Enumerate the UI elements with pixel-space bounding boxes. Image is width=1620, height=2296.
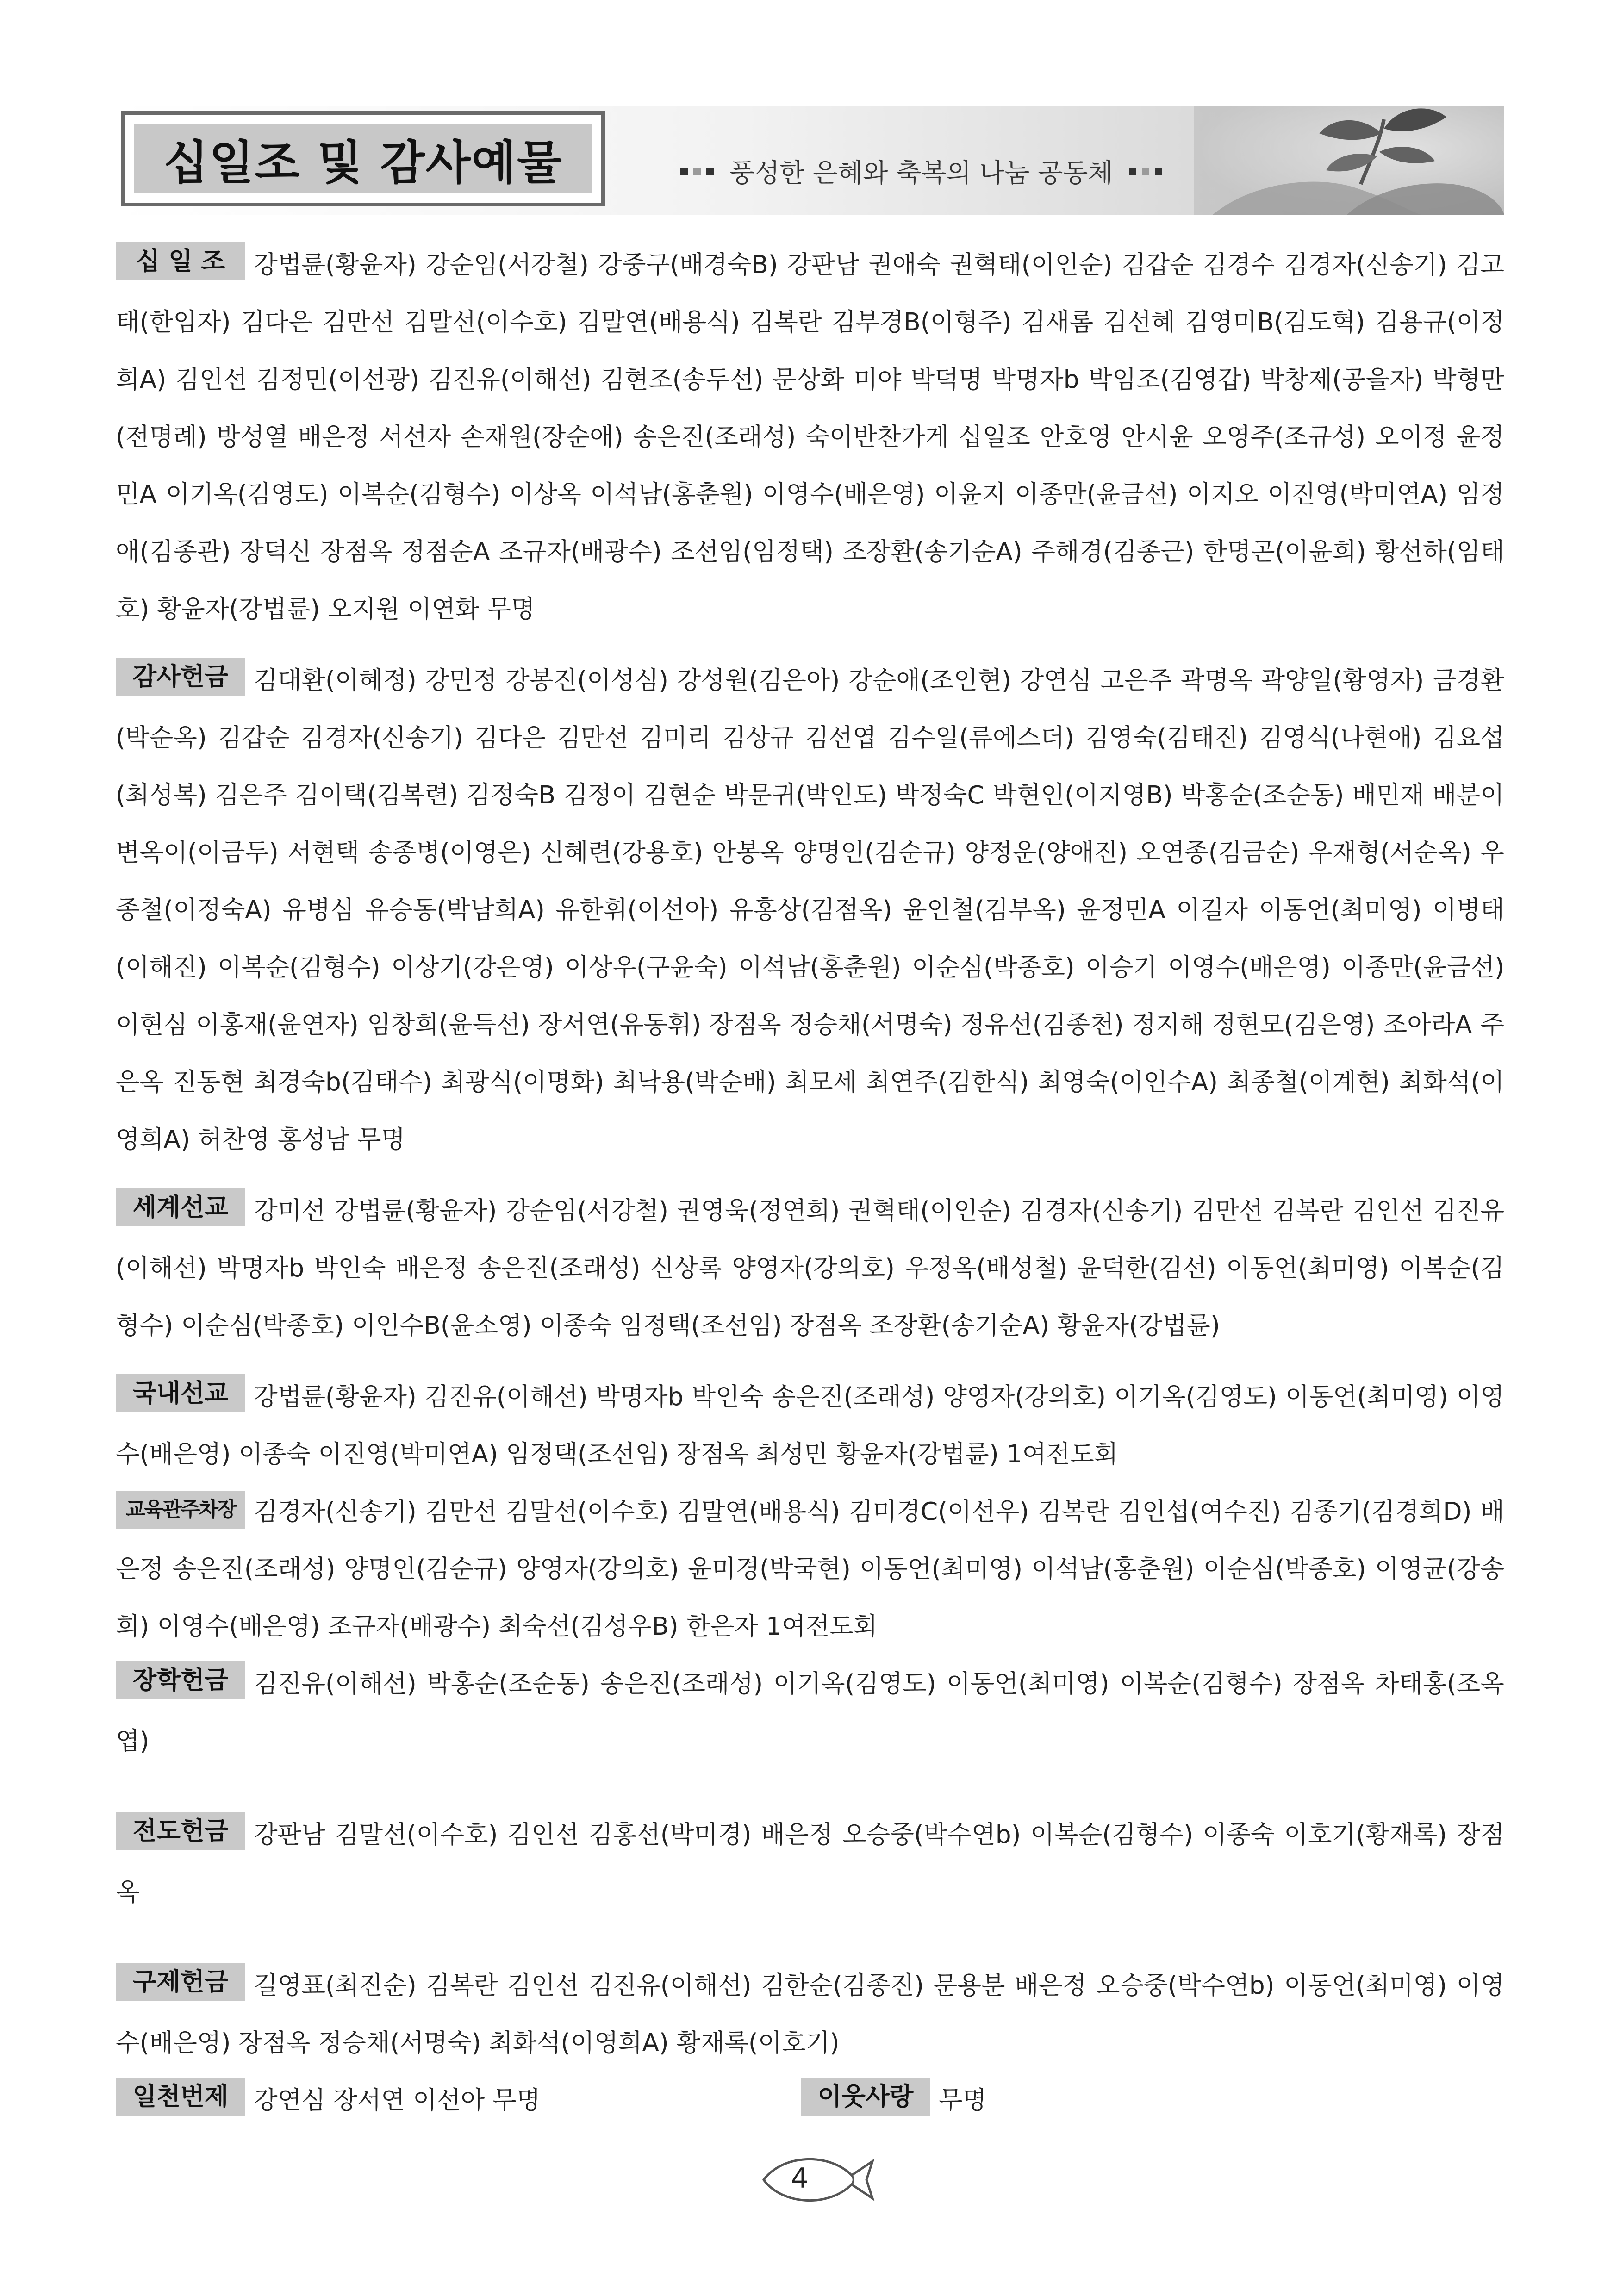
tagline-right-dots [1129, 168, 1162, 175]
section-label: 감사헌금 [116, 658, 245, 696]
section-label: 장학헌금 [116, 1661, 245, 1699]
section-names: 강미선 강법륜(황윤자) 강순임(서강철) 권영욱(정연희) 권혁태(이인순) 김경자(신송기) 김만선 김복란 김인선 김진유(이해선) 박명자b 박인숙 배은정 송은진(조래성) 신상록 양영자(강의호) 우정옥(배성철) 윤덕한(김선) 이동언(최미영) 이복순(김형수) 이순심(박종호) 이인수B(윤소영) 이종숙 임정택(조선임) 장점옥 조장환(송기순A) 황윤자(강법륜) [116, 1196, 1504, 1340]
section-thousand-offering [116, 2072, 541, 2129]
section-names: 강법륜(황윤자) 강순임(서강철) 강중구(배경숙B) 강판남 권애숙 권혁태(이인순) 김갑순 김경수 김경자(신송기) 김고태(한임자) 김다은 김만선 김말선(이수호) 김말연(배용식) 김복란 김부경B(이형주) 김새롬 김선혜 김영미B(김도혁) 김용규(이정희A) 김인선 김정민(이선광) 김진유(이해선) 김현조(송두선) 문상화 미야 박덕명 박명자b 박임조(김영갑) 박창제(공을자) 박형만(전명례) 방성열 배은정 서선자 손재원(장순애) 송은진(조래성) 숙이반찬가게 십일조 안호영 안시윤 오영주(조규성) 오이정 윤정민A 이기옥(김영도) 이복순(김형수) 이상옥 이석남(홍춘원) 이영수(배은영) 이윤지 이종만(윤금선) 이지오 이진영(박미연A) 임정애(김종관) 장덕신 장점옥 정점순A 조규자(배광수) 조선임(임정택) 조장환(송기순A) 주해경(김종근) 한명곤(이윤희) 황선하(임태호) 황윤자(강법륜) 오지원 이연화 무명 [116, 250, 1504, 623]
section-names: 김경자(신송기) 김만선 김말선(이수호) 김말연(배용식) 김미경C(이선우) 김복란 김인섭(여수진) 김종기(김경희D) 배은정 송은진(조래성) 양명인(김순규) 양영자(강의호) 윤미경(박국현) 이동언(최미영) 이석남(홍춘원) 이순심(박종호) 이영균(강송희) 이영수(배은영) 조규자(배광수) 최숙선(김성우B) 한은자 1여전도회 [116, 1497, 1504, 1641]
section-label: 전도헌금 [116, 1812, 245, 1850]
section-relief [116, 1957, 1504, 2072]
section-domestic-mission [116, 1368, 1504, 1483]
section-names: 강판남 김말선(이수호) 김인선 김홍선(박미경) 배은정 오승중(박수연b) 이복순(김형수) 이종숙 이호기(황재록) 장점옥 [116, 1820, 1504, 1906]
section-label: 이웃사랑 [801, 2078, 930, 2116]
section-label: 세계선교 [116, 1188, 245, 1226]
section-names: 무명 [939, 2085, 987, 2115]
section-education-parking [116, 1483, 1504, 1655]
page-number: 4 [791, 2162, 809, 2195]
section-names: 강연심 장서연 이선아 무명 [254, 2085, 541, 2115]
section-names: 강법륜(황윤자) 김진유(이해선) 박명자b 박인숙 송은진(조래성) 양영자(강의호) 이기옥(김영도) 이동언(최미영) 이영수(배은영) 이종숙 이진영(박미연A) 임정택(조선임) 장점옥 최성민 황윤자(강법륜) 1여전도회 [116, 1382, 1504, 1468]
section-label: 구제헌금 [116, 1963, 245, 2001]
section-world-mission [116, 1182, 1504, 1354]
section-label: 국내선교 [116, 1374, 245, 1412]
section-names: 김대환(이혜정) 강민정 강봉진(이성심) 강성원(김은아) 강순애(조인현) 강연심 고은주 곽명옥 곽양일(황영자) 금경환(박순옥) 김갑순 김경자(신송기) 김다은 김만선 김미리 김상규 김선엽 김수일(류에스더) 김영숙(김태진) 김영식(나현애) 김요섭(최성복) 김은주 김이택(김복련) 김정숙B 김정이 김현순 박문귀(박인도) 박정숙C 박현인(이지영B) 박홍순(조순동) 배민재 배분이 변옥이(이금두) 서현택 송종병(이영은) 신혜련(강용호) 안봉옥 양명인(김순규) 양정운(양애진) 오연종(김금순) 우재형(서순옥) 우종철(이정숙A) 유병심 유승동(박남희A) 유한휘(이선아) 유홍상(김점옥) 윤인철(김부옥) 윤정민A 이길자 이동언(최미영) 이병태(이해진) 이복순(김형수) 이상기(강은영) 이상우(구윤숙) 이석남(홍춘원) 이순심(박종호) 이승기 이영수(배은영) 이종만(윤금선) 이현심 이홍재(윤연자) 임창희(윤득선) 장서연(유동휘) 장점옥 정승채(서명숙) 정유선(김종천) 정지해 정현모(김은영) 조아라A 주은옥 진동현 최경숙b(김태수) 최광식(이명화) 최낙용(박순배) 최모세 최연주(김한식) 최영숙(이인수A) 최종철(이계현) 최화석(이영희A) 허찬영 홍성남 무명 [116, 666, 1504, 1154]
section-evangelism [116, 1806, 1504, 1921]
section-names: 김진유(이해선) 박홍순(조순동) 송은진(조래성) 이기옥(김영도) 이동언(최미영) 이복순(김형수) 장점옥 차태홍(조옥엽) [116, 1669, 1504, 1755]
page-title: 십일조 및 감사예물 [163, 136, 563, 190]
section-neighbor-love [801, 2072, 986, 2129]
offering-list [116, 236, 1504, 2129]
section-label: 교육관주차장 [116, 1491, 245, 1529]
tagline [680, 153, 1162, 190]
section-label: 십 일 조 [116, 242, 245, 280]
tagline-text: 풍성한 은혜와 축복의 나눔 공동체 [729, 158, 1113, 188]
tagline-left-dots [680, 168, 714, 175]
section-tithe [116, 236, 1504, 638]
last-row [116, 2072, 1504, 2129]
plant-hands-image [1194, 106, 1504, 215]
section-thanks-offering [116, 652, 1504, 1168]
page-title-box [121, 111, 605, 206]
page-footer [759, 2150, 879, 2210]
section-names: 길영표(최진순) 김복란 김인선 김진유(이해선) 김한순(김종진) 문용분 배은정 오승중(박수연b) 이동언(최미영) 이영수(배은영) 장점옥 정승채(서명숙) 최화석(이영희A) 황재록(이호기) [116, 1971, 1504, 2057]
section-scholarship [116, 1655, 1504, 1770]
section-label: 일천번제 [116, 2078, 245, 2116]
